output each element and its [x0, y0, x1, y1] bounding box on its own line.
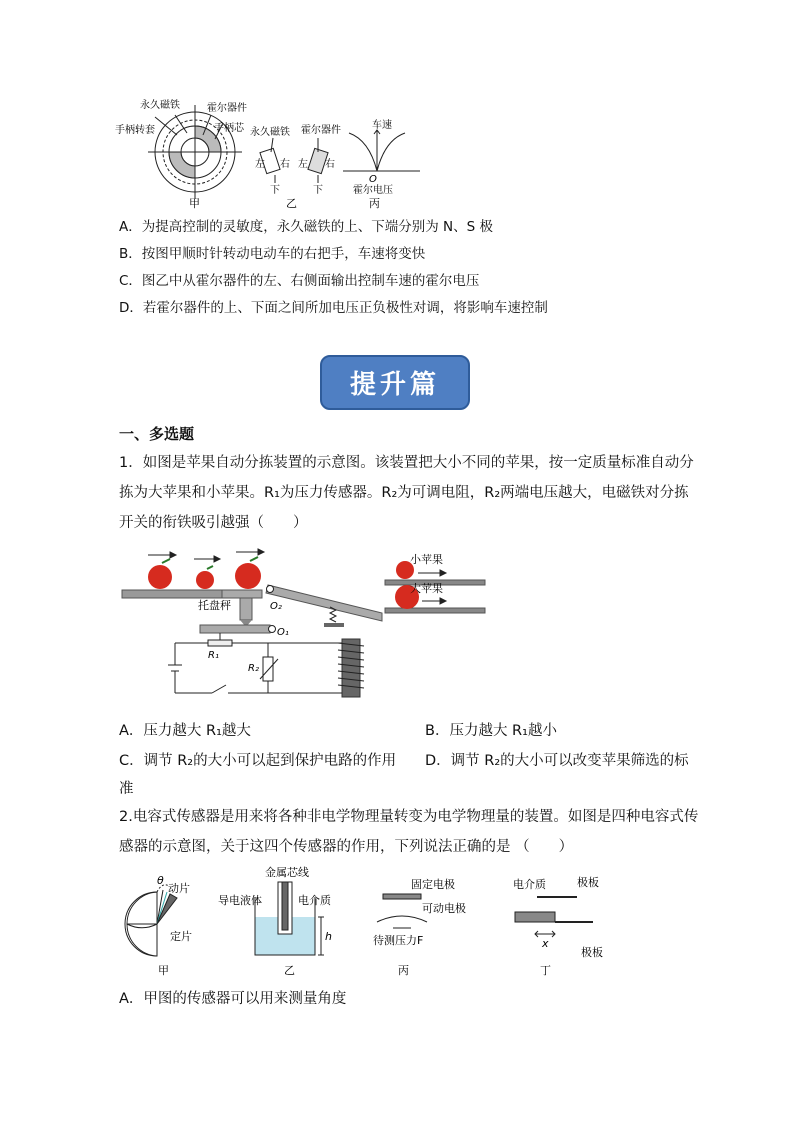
- caption-yi-top: 乙: [286, 197, 297, 210]
- q1-option-c: C．调节 R₂的大小可以起到保护电路的作用: [119, 753, 397, 769]
- label-small-apple: 小苹果: [410, 553, 443, 566]
- q1-line-2: 拣为大苹果和小苹果。R₁为压力传感器。R₂为可调电阻，R₂两端电压越大，电磁铁对分拣: [119, 485, 689, 501]
- sensor-bing: [377, 894, 427, 928]
- caption-yi: 乙: [284, 964, 295, 977]
- q1-option-a: A．压力越大 R₁越大: [119, 723, 251, 739]
- label-metal-wire: 金属芯线: [265, 866, 309, 879]
- label-left-2: 左: [298, 159, 308, 170]
- label-magnet-jia: 永久磁铁: [140, 100, 180, 111]
- q1-line-1: 1．如图是苹果自动分拣装置的示意图。该装置把大小不同的苹果，按一定质量标准自动分: [119, 455, 694, 471]
- label-dielectric-ding: 电介质: [513, 878, 546, 891]
- label-voltage: 霍尔电压: [353, 185, 393, 196]
- handle-cross-section: [148, 105, 242, 199]
- hall-device-sketch: [260, 138, 328, 183]
- label-down-2: 下: [313, 185, 323, 196]
- q1-line-3: 开关的衔铁吸引越强（ ）: [119, 515, 308, 531]
- label-right-2: 右: [325, 159, 335, 170]
- caption-jia: 甲: [158, 964, 169, 977]
- caption-bing-top: 丙: [369, 197, 380, 210]
- sensor-jia: [125, 885, 177, 956]
- label-pressure-force: 待测压力F: [373, 934, 424, 947]
- q1-stem: [119, 448, 694, 538]
- label-theta: θ: [157, 874, 164, 887]
- q1-option-b: B．压力越大 R₁越小: [425, 723, 557, 739]
- speed-voltage-graph: [343, 130, 420, 171]
- label-origin: O: [369, 174, 377, 185]
- label-plate-upper: 极板: [577, 876, 599, 889]
- label-moving-electrode: 可动电极: [422, 902, 466, 915]
- label-hall-jia: 霍尔器件: [207, 103, 247, 114]
- caption-ding: 丁: [540, 964, 551, 977]
- label-fixed-electrode: 固定电极: [411, 878, 455, 891]
- prev-option-a: A．为提高控制的灵敏度，永久磁铁的上、下端分别为 N、S 极: [119, 219, 493, 235]
- label-down-1: 下: [270, 185, 280, 196]
- label-big-apple: 大苹果: [410, 582, 443, 595]
- label-o2: O₂: [270, 601, 282, 612]
- label-h: h: [325, 930, 332, 943]
- caption-bing: 丙: [398, 964, 409, 977]
- capacitive-sensors-figure: [115, 862, 635, 982]
- label-x: x: [542, 937, 549, 950]
- apple-sorter-figure: [120, 545, 500, 705]
- q2-line-1: 2.电容式传感器是用来将各种非电学物理量转变为电学物理量的装置。如图是四种电容式传: [119, 809, 699, 825]
- label-hall-yi: 霍尔器件: [301, 125, 341, 136]
- label-o1: O₁: [277, 627, 289, 638]
- sensor-ding: [515, 897, 593, 937]
- label-left-1: 左: [255, 159, 265, 170]
- sensor-yi: [255, 882, 324, 955]
- label-moving-plate: 动片: [168, 882, 190, 895]
- label-sleeve: 手柄转套: [115, 125, 155, 136]
- q2-line-2: 感器的示意图，关于这四个传感器的作用，下列说法正确的是 （ ）: [119, 839, 574, 855]
- prev-option-c: C．图乙中从霍尔器件的左、右侧面输出控制车速的霍尔电压: [119, 273, 480, 289]
- label-speed: 车速: [372, 120, 392, 131]
- label-right-1: 右: [280, 159, 290, 170]
- q1-option-d: D．调节 R₂的大小可以改变苹果筛选的标: [425, 753, 689, 769]
- prev-option-d: D．若霍尔器件的上、下面之间所加电压正负极性对调，将影响车速控制: [119, 300, 548, 316]
- label-dielectric-yi: 电介质: [298, 894, 331, 907]
- section-banner: 提升篇: [320, 355, 470, 410]
- prev-option-b: B．按图甲顺时针转动电动车的右把手，车速将变快: [119, 246, 426, 262]
- label-r1: R₁: [208, 650, 219, 661]
- label-conductive-liquid: 导电液体: [218, 894, 262, 907]
- label-core: 手柄芯: [214, 123, 244, 134]
- label-tray: 托盘秤: [198, 599, 231, 612]
- label-magnet-yi: 永久磁铁: [250, 127, 290, 138]
- label-plate-lower: 极板: [581, 946, 603, 959]
- label-r2: R₂: [248, 663, 259, 674]
- q2-stem: [119, 802, 698, 862]
- q2-option-a: A．甲图的传感器可以用来测量角度: [119, 991, 347, 1007]
- caption-jia-top: 甲: [189, 197, 200, 210]
- apples: [148, 557, 261, 589]
- hall-handle-figure: [115, 95, 455, 210]
- section-heading: 一、多选题: [119, 425, 195, 443]
- q1-option-d-cont: 准: [119, 781, 134, 797]
- label-fixed-plate: 定片: [170, 930, 192, 943]
